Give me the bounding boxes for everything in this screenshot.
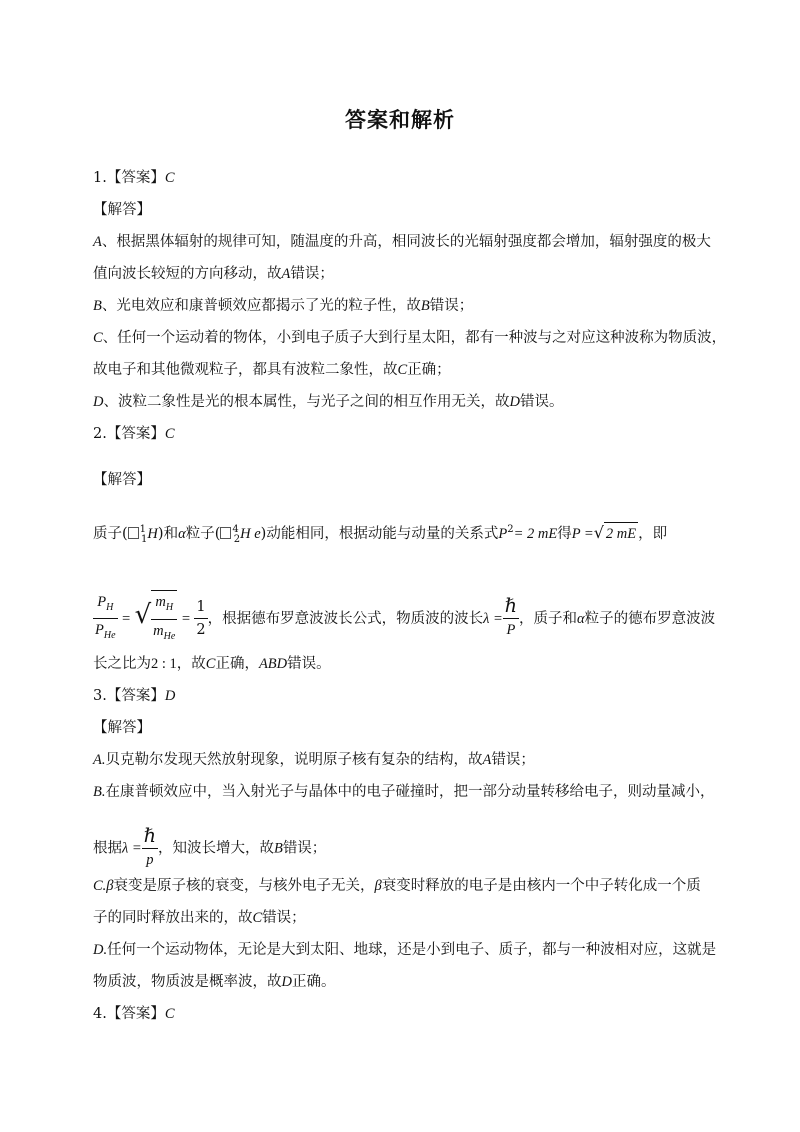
q1-c-letter: C bbox=[93, 330, 103, 346]
q2-answer-line bbox=[93, 424, 733, 444]
frac-PHe-sub: He bbox=[103, 630, 116, 642]
q2-l3-a: 长之比为 bbox=[93, 656, 151, 672]
q1-b-letter2: B bbox=[420, 298, 430, 314]
q3-d-l2-b: 正确。 bbox=[291, 974, 336, 990]
q2-l1-sub1: 1 bbox=[141, 533, 148, 545]
q3-b-l2-a: 根据 bbox=[93, 840, 122, 857]
q2-l3-ratio: 2 : 1 bbox=[151, 656, 177, 672]
frac-P: P bbox=[506, 622, 516, 639]
q3-option-d-line2 bbox=[93, 972, 733, 992]
q1-answer-line bbox=[93, 168, 733, 188]
equals-sign: = bbox=[117, 610, 135, 627]
q3-analysis-label: 【解答】 bbox=[93, 720, 151, 736]
q2-analysis-label: 【解答】 bbox=[93, 472, 151, 488]
frac-den-mHe bbox=[151, 620, 177, 648]
q2-number: 2. bbox=[93, 426, 107, 442]
q3-d-line1: 任何一个运动物体，无论是大到太阳、地球，还是小到电子、质子，都与一种波相对应，这就是 bbox=[107, 942, 717, 958]
frac-mH: m bbox=[155, 594, 166, 610]
q2-l2-c: 粒子的德布罗意波波 bbox=[584, 610, 716, 627]
frac-h: ℏ bbox=[143, 826, 156, 847]
one-half-fraction bbox=[194, 596, 207, 641]
q1-b-letter: B bbox=[93, 298, 102, 314]
q1-d-text-b: 错误。 bbox=[519, 394, 564, 410]
q3-answer-line bbox=[93, 686, 733, 706]
q2-lambda: λ = bbox=[483, 610, 503, 627]
q2-l1-eq2-rad: 2 mE bbox=[604, 522, 638, 545]
q1-d-letter: D bbox=[93, 394, 104, 410]
q2-l1-d: )动能相同，根据动能与动量的关系式 bbox=[260, 525, 499, 542]
q3-d-l2-a: 物质波，物质波是概率波，故 bbox=[93, 974, 282, 990]
q3-option-c-line2 bbox=[93, 908, 733, 928]
q3-a-letter: A bbox=[482, 752, 492, 768]
q2-l1-b: )和 bbox=[157, 525, 179, 542]
equals-sign: = bbox=[177, 610, 195, 627]
q2-l3-ABD: ABD bbox=[258, 656, 288, 672]
q2-l1-a: 质子( bbox=[93, 525, 128, 542]
q1-b-text-a: 、光电效应和康普顿效应都揭示了光的粒子性，故 bbox=[101, 298, 421, 314]
q4-answer-line bbox=[93, 1004, 733, 1024]
q3-option-c-line1 bbox=[93, 876, 733, 896]
q3-number: 3. bbox=[93, 688, 107, 704]
q2-l1-c: 粒子( bbox=[185, 525, 221, 542]
frac-PH-sub: H bbox=[106, 601, 114, 613]
q2-l1-eq1-rhs: = 2 mE bbox=[513, 525, 558, 542]
q2-l3-C: C bbox=[205, 656, 216, 672]
q1-c-letter2: C bbox=[397, 362, 408, 378]
q4-number: 4. bbox=[93, 1006, 107, 1022]
q1-option-c-line1 bbox=[93, 328, 733, 348]
h-over-p-fraction bbox=[142, 826, 158, 871]
q1-a-letter: A bbox=[93, 234, 102, 250]
q3-a-text-a: 贝克勒尔发现天然放射现象，说明原子核有复杂的结构，故 bbox=[105, 752, 483, 768]
q1-a-text2b: 错误； bbox=[290, 266, 334, 282]
q3-b-letter: B bbox=[273, 840, 283, 857]
q3-c-prefix: C. bbox=[93, 878, 107, 894]
frac-PHe: P bbox=[95, 622, 104, 639]
q2-l2-alpha: α bbox=[577, 610, 585, 627]
q3-b-line1: 在康普顿效应中，当入射光子与晶体中的电子碰撞时，把一部分动量转移给电子，则动量减小， bbox=[105, 784, 715, 800]
q3-b-l2-c: 错误； bbox=[282, 840, 327, 857]
q3-c-letter: C bbox=[252, 910, 263, 926]
q3-a-prefix: A. bbox=[93, 752, 106, 768]
q1-c-text2a: 故电子和其他微观粒子，都具有波粒二象性，故 bbox=[93, 362, 398, 378]
q3-c-l2-a: 子的同时释放出来的，故 bbox=[93, 910, 253, 926]
q2-l1-alpha: α bbox=[178, 525, 186, 542]
q3-b-prefix: B. bbox=[93, 784, 106, 800]
q1-a-letter2: A bbox=[281, 266, 291, 282]
q3-option-b-line2 bbox=[93, 826, 733, 871]
frac-two: 2 bbox=[196, 622, 206, 639]
page-title: 答案和解析 bbox=[345, 107, 455, 132]
q1-option-c-line2 bbox=[93, 360, 733, 380]
q2-l2-a: ，根据德布罗意波波长公式，物质波的波长 bbox=[207, 610, 484, 627]
frac-mH-sub: H bbox=[165, 601, 174, 613]
ratio-m-fraction bbox=[151, 590, 177, 648]
q2-l1-H: H bbox=[147, 525, 158, 542]
q2-l1-eq2: P = bbox=[571, 525, 594, 542]
q2-answer-value: C bbox=[164, 426, 175, 442]
q1-number: 1. bbox=[93, 170, 107, 186]
q2-l3-c: 正确， bbox=[215, 656, 259, 672]
q1-option-a-line1 bbox=[93, 232, 733, 252]
q2-l1-e: 得 bbox=[557, 525, 572, 542]
q2-line1 bbox=[93, 519, 733, 551]
q2-l1-f: ，即 bbox=[638, 525, 668, 542]
q2-l2-b: ，质子和 bbox=[519, 610, 578, 627]
q3-c-l1-b: 衰变时释放的电子是由核内一个中子转化成一个质 bbox=[381, 878, 701, 894]
q3-a-text-b: 错误； bbox=[491, 752, 535, 768]
q2-l3-d: 错误。 bbox=[287, 656, 331, 672]
q1-answer-label: 【答案】 bbox=[106, 170, 165, 186]
q2-l1-sub2: 2 bbox=[233, 533, 241, 545]
q2-answer-label: 【答案】 bbox=[106, 426, 165, 442]
q1-c-text2b: 正确； bbox=[407, 362, 451, 378]
frac-mHe: m bbox=[153, 622, 164, 639]
q3-d-letter: D bbox=[281, 974, 292, 990]
frac-mHe-sub: He bbox=[163, 630, 176, 642]
q2-l1-He: H e bbox=[240, 525, 261, 542]
q3-b-l2-b: ，知波长增大，故 bbox=[157, 840, 274, 857]
ratio-P-fraction bbox=[93, 591, 118, 648]
frac-h: ℏ bbox=[504, 596, 518, 618]
q2-line2 bbox=[93, 590, 733, 648]
q3-option-b-line1 bbox=[93, 782, 733, 802]
sqrt-icon: √ bbox=[593, 522, 604, 542]
q1-d-text-a: 、波粒二象性是光的根本属性，与光子之间的相互作用无关，故 bbox=[103, 394, 510, 410]
frac-den-PHe bbox=[93, 619, 118, 647]
q3-d-prefix: D. bbox=[93, 942, 108, 958]
frac-PH: P bbox=[97, 593, 107, 610]
q3-option-d-line1 bbox=[93, 940, 733, 960]
q3-answer-value: D bbox=[164, 688, 176, 704]
q1-answer-value: C bbox=[164, 170, 175, 186]
h-over-P-fraction bbox=[503, 596, 519, 641]
q1-option-b bbox=[93, 296, 733, 316]
q1-d-letter2: D bbox=[509, 394, 520, 410]
q3-c-l1-a: 衰变是原子核的衰变，与核外电子无关， bbox=[113, 878, 375, 894]
q4-answer-label: 【答案】 bbox=[106, 1006, 165, 1022]
q3-c-l2-b: 错误； bbox=[262, 910, 306, 926]
frac-num-PH bbox=[93, 591, 118, 620]
q2-l1-sup2: 4 bbox=[232, 524, 239, 535]
q1-a-text1: 、根据黑体辐射的规律可知，随温度的升高，相同波长的光辐射强度都会增加，辐射强度的极大 bbox=[101, 234, 711, 250]
q3-c-beta2: β bbox=[374, 878, 382, 894]
q2-line3 bbox=[93, 654, 733, 674]
q1-option-a-line2 bbox=[93, 264, 733, 284]
frac-num-mH bbox=[151, 591, 177, 620]
sqrt-icon: √ bbox=[134, 599, 152, 630]
missing-glyph-icon bbox=[128, 527, 139, 539]
q1-analysis-label: 【解答】 bbox=[93, 202, 151, 218]
q2-l1-eq1: P bbox=[498, 525, 508, 542]
frac-one: 1 bbox=[194, 596, 207, 619]
q1-b-text-b: 错误； bbox=[429, 298, 474, 314]
q1-a-text2a: 值向波长较短的方向移动，故 bbox=[93, 266, 282, 282]
frac-p: p bbox=[146, 852, 154, 868]
q3-answer-label: 【答案】 bbox=[106, 688, 165, 704]
q1-option-d bbox=[93, 392, 733, 412]
q2-l1-sup1: 1 bbox=[139, 524, 147, 535]
q1-c-text1: 、任何一个运动着的物体，小到电子质子大到行星太阳，都有一种波与之对应这种波称为物质波， bbox=[102, 330, 727, 346]
q3-b-lambda: λ = bbox=[122, 840, 142, 857]
q3-c-beta: β bbox=[106, 878, 114, 894]
q3-option-a bbox=[93, 750, 733, 770]
q2-l3-b: ，故 bbox=[176, 656, 206, 672]
missing-glyph-icon bbox=[220, 527, 231, 539]
q2-l1-eq1-sup: 2 bbox=[507, 524, 514, 535]
q4-answer-value: C bbox=[164, 1006, 175, 1022]
